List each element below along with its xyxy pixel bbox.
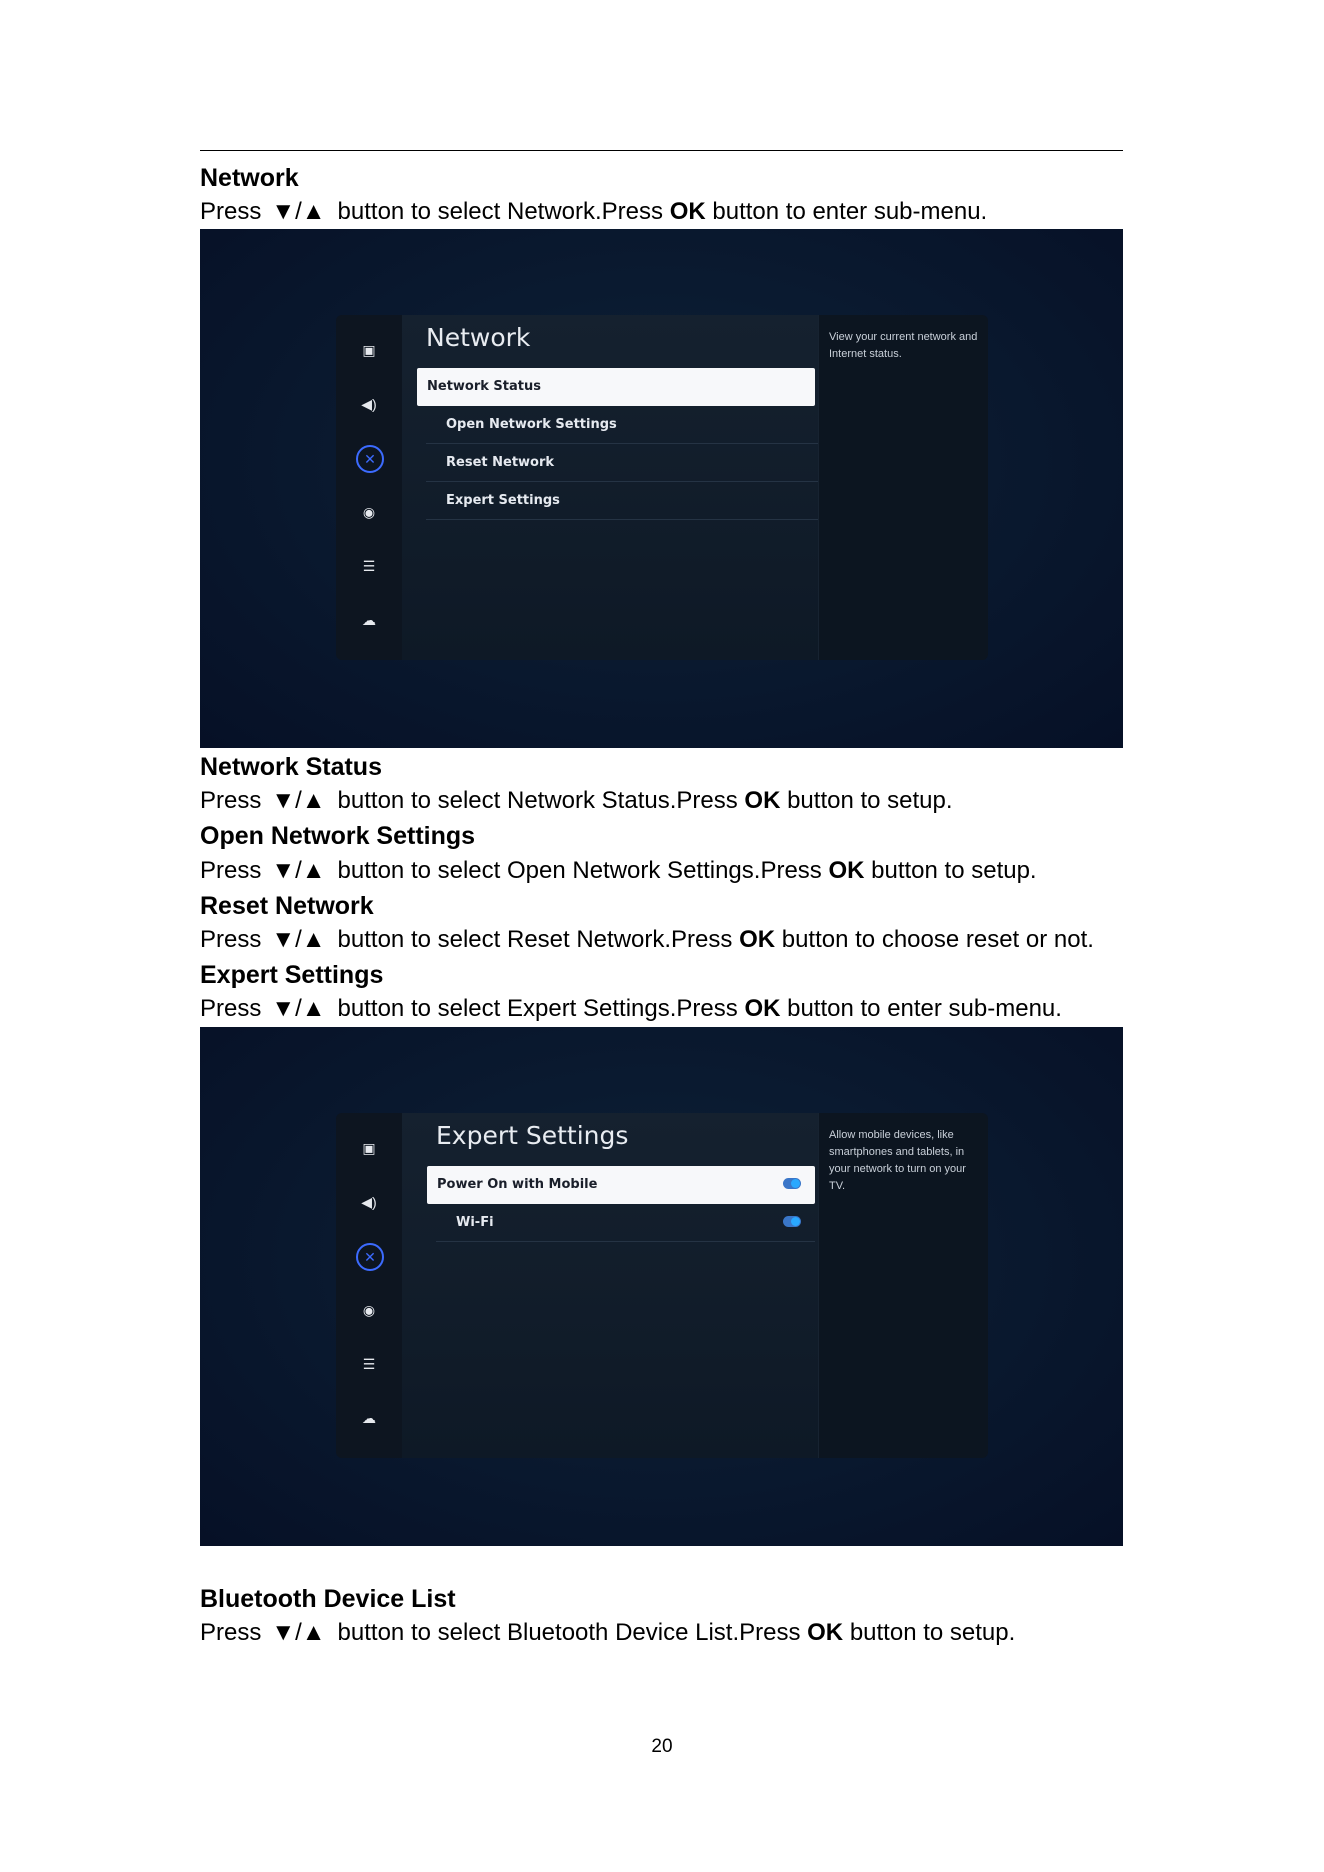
section-title-open-network-settings: Open Network Settings <box>200 822 476 850</box>
section-title-reset-network: Reset Network <box>200 892 374 920</box>
tv-screenshot-network-menu <box>200 229 1123 748</box>
menu-content <box>402 315 818 660</box>
instruction-text: button to setup. <box>871 857 1037 884</box>
description-text: Allow mobile devices, like smartphones and tablets, in your network to turn on your TV. <box>829 1129 966 1192</box>
network-icon[interactable]: ✕ <box>356 1243 384 1271</box>
arrow-keys: ▼/▲ <box>271 857 326 884</box>
settings-panel <box>336 1113 988 1458</box>
menu-item-network-status[interactable]: Network Status <box>417 368 815 406</box>
general-icon[interactable]: ☰ <box>362 557 376 574</box>
tv-screenshot-expert-settings-menu <box>200 1027 1123 1546</box>
instruction-text: button to enter sub-menu. <box>712 198 988 225</box>
instruction-text: button to select Network Status.Press <box>337 787 738 814</box>
menu-content <box>402 1113 818 1458</box>
press-text: Press <box>200 857 262 884</box>
toggle-switch[interactable] <box>783 1178 801 1189</box>
settings-panel <box>336 315 988 660</box>
ok-key: OK <box>828 857 865 884</box>
press-text: Press <box>200 995 262 1022</box>
menu-title: Network <box>426 323 531 352</box>
toggle-switch[interactable] <box>783 1216 801 1227</box>
menu-item-expert-settings[interactable]: Expert Settings <box>426 482 822 520</box>
instruction-text: button to select Reset Network.Press <box>337 926 733 953</box>
instruction-text: button to choose reset or not. <box>781 926 1094 953</box>
press-text: Press <box>200 1619 262 1646</box>
instruction-bluetooth-device-list <box>200 1618 1015 1648</box>
menu-item-reset-network[interactable]: Reset Network <box>426 444 822 482</box>
ok-key: OK <box>807 1619 844 1646</box>
support-icon[interactable]: ☁ <box>362 611 376 628</box>
ok-key: OK <box>744 995 781 1022</box>
instruction-network <box>200 197 987 227</box>
broadcast-icon[interactable]: ◉ <box>362 503 376 520</box>
instruction-text: button to setup. <box>787 787 953 814</box>
instruction-text: button to select Bluetooth Device List.Press <box>337 1619 801 1646</box>
section-title-network: Network <box>200 164 299 192</box>
settings-sidebar <box>336 1113 402 1458</box>
instruction-network-status <box>200 786 953 816</box>
menu-item-label: Power On with Mobile <box>437 1177 598 1192</box>
press-text: Press <box>200 926 262 953</box>
support-icon[interactable]: ☁ <box>362 1409 376 1426</box>
picture-icon[interactable]: ▣ <box>362 341 376 358</box>
menu-title: Expert Settings <box>436 1121 629 1150</box>
menu-item-open-network-settings[interactable]: Open Network Settings <box>426 406 822 444</box>
section-title-bluetooth-device-list: Bluetooth Device List <box>200 1585 456 1613</box>
instruction-expert-settings <box>200 994 1062 1024</box>
menu-item-power-on-with-mobile[interactable] <box>427 1166 815 1204</box>
instruction-text: button to select Expert Settings.Press <box>337 995 738 1022</box>
menu-item-wi-fi[interactable] <box>436 1204 815 1242</box>
description-pane <box>818 315 988 660</box>
description-pane <box>818 1113 988 1458</box>
instruction-open-network-settings <box>200 856 1037 886</box>
picture-icon[interactable]: ▣ <box>362 1139 376 1156</box>
instruction-text: button to select Network.Press <box>337 198 664 225</box>
arrow-keys: ▼/▲ <box>271 926 326 953</box>
section-title-expert-settings: Expert Settings <box>200 961 384 989</box>
arrow-keys: ▼/▲ <box>271 995 326 1022</box>
sound-icon[interactable]: ◀) <box>361 395 377 412</box>
arrow-keys: ▼/▲ <box>271 787 326 814</box>
instruction-reset-network <box>200 925 1094 955</box>
description-text: View your current network and Internet status. <box>829 331 978 360</box>
settings-sidebar <box>336 315 402 660</box>
arrow-keys: ▼/▲ <box>271 198 326 225</box>
press-text: Press <box>200 787 262 814</box>
instruction-text: button to enter sub-menu. <box>787 995 1062 1022</box>
broadcast-icon[interactable]: ◉ <box>362 1301 376 1318</box>
ok-key: OK <box>744 787 781 814</box>
sound-icon[interactable]: ◀) <box>361 1193 377 1210</box>
header-rule <box>200 150 1123 151</box>
page-number: 20 <box>651 1736 673 1757</box>
general-icon[interactable]: ☰ <box>362 1355 376 1372</box>
arrow-keys: ▼/▲ <box>271 1619 326 1646</box>
ok-key: OK <box>669 198 706 225</box>
menu-item-label: Wi-Fi <box>456 1215 494 1230</box>
press-text: Press <box>200 198 262 225</box>
instruction-text: button to setup. <box>849 1619 1016 1646</box>
section-title-network-status: Network Status <box>200 753 382 781</box>
instruction-text: button to select Open Network Settings.Press <box>337 857 822 884</box>
network-icon[interactable]: ✕ <box>356 445 384 473</box>
ok-key: OK <box>739 926 776 953</box>
